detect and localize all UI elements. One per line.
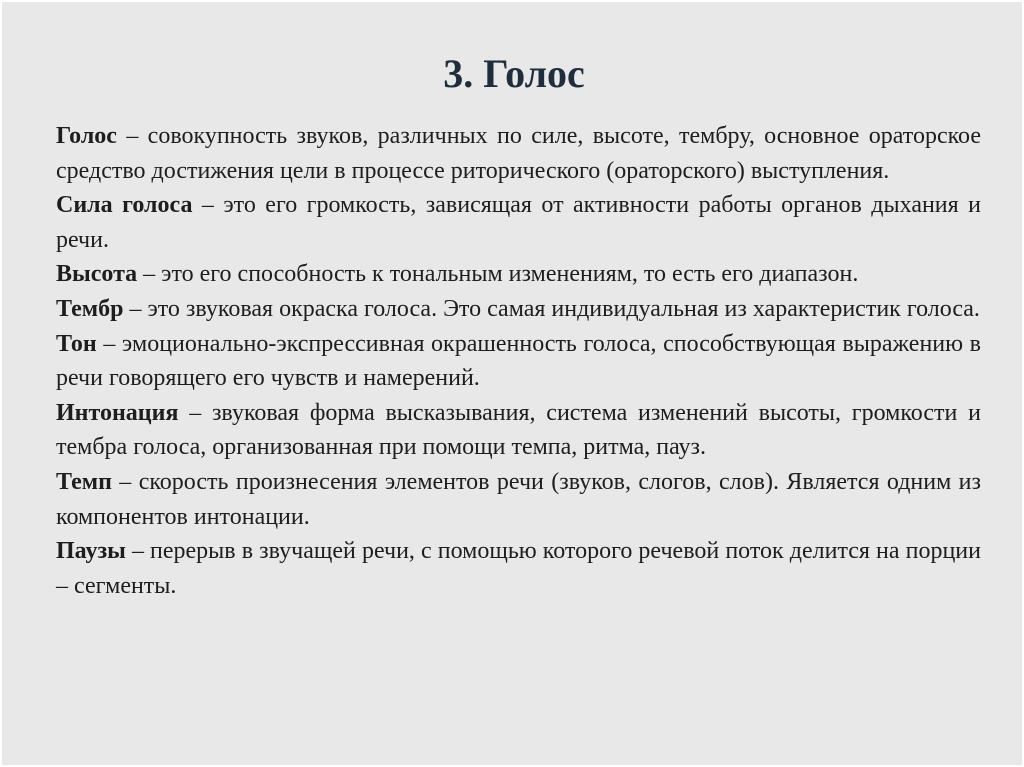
definition-text: – эмоционально-экспрессивная окрашенность голоса, способствующая выражению в речи говорящего его чувств и намерений. — [56, 330, 981, 392]
definition-temp — [56, 465, 981, 534]
term-pauzy: Паузы — [56, 538, 126, 565]
term-intonatsiya: Интонация — [56, 399, 179, 426]
term-sila-golosa: Сила голоса — [56, 192, 193, 219]
definition-tembr — [56, 292, 981, 327]
definition-text: – это его громкость, зависящая от активности работы органов дыхания и речи. — [56, 192, 981, 253]
slide-title: 3. Голос — [443, 51, 585, 96]
definition-text: – совокупность звуков, различных по силе, высоте, тембру, основное ораторское средство достижения цели в процессе риторического (ораторского) выступления. — [56, 123, 981, 184]
definition-text: – скорость произнесения элементов речи (звуков, слогов, слов). Является одним из компонентов интонации. — [56, 468, 981, 530]
definition-text: – это звуковая окраска голоса. Это самая индивидуальная из характеристик голоса. — [123, 295, 980, 322]
definition-ton — [56, 327, 981, 396]
definition-text: – перерыв в звучащей речи, с помощью которого речевой поток делится на порции – сегменты. — [56, 538, 981, 599]
definition-text: – звуковая форма высказывания, система изменений высоты, громкости и тембра голоса, организованная при помощи темпа, ритма, пауз. — [56, 399, 981, 461]
term-vysota: Высота — [56, 261, 138, 288]
definition-pauzy — [56, 534, 981, 603]
term-ton: Тон — [56, 330, 97, 357]
definition-golos — [56, 119, 981, 188]
slide-body — [56, 119, 981, 603]
term-temp: Темп — [56, 468, 112, 495]
term-tembr: Тембр — [56, 295, 124, 322]
term-golos: Голос — [56, 123, 117, 149]
definition-vysota — [56, 257, 981, 292]
definition-intonatsiya — [56, 396, 981, 465]
definition-text: – это его способность к тональным изменениям, то есть его диапазон. — [137, 261, 859, 288]
definition-sila-golosa — [56, 188, 981, 257]
